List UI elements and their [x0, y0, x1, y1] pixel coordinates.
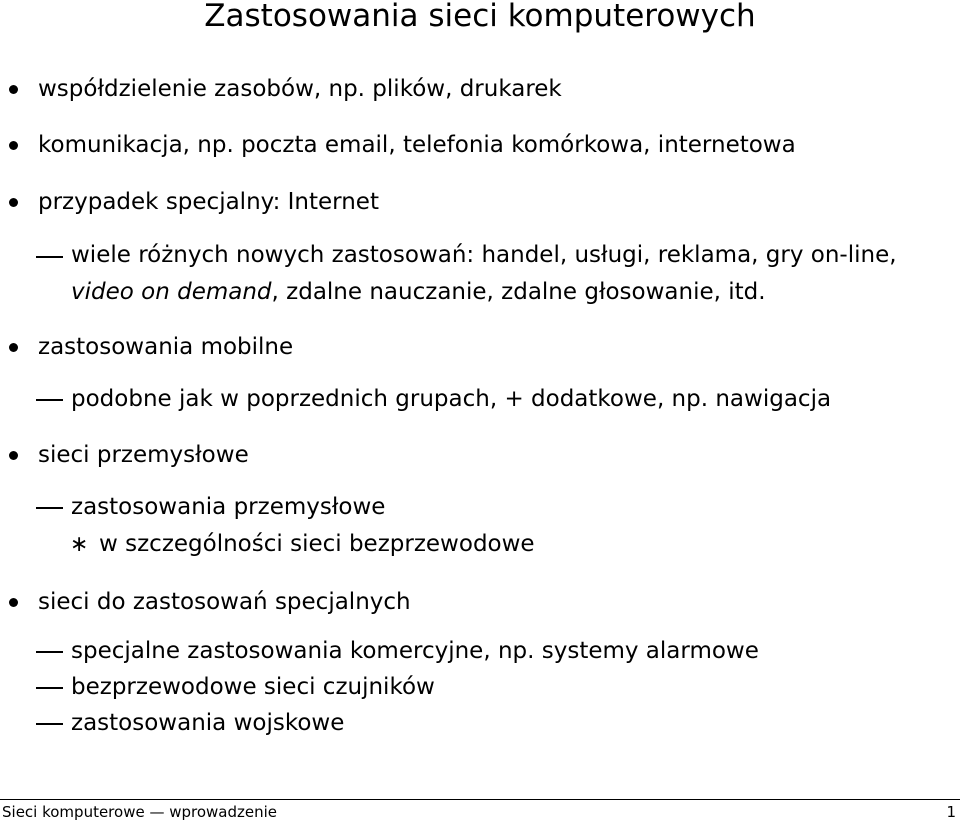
sub-item-text: zastosowania przemysłowe — [71, 494, 386, 520]
bullet-text: komunikacja, np. poczta email, telefonia komórkowa, internetowa — [38, 132, 796, 158]
bullet-dot-icon — [9, 85, 18, 94]
bullet-dot-icon — [9, 451, 18, 460]
dash-icon — [36, 507, 63, 509]
bullet-text: sieci przemysłowe — [38, 442, 249, 468]
sub-item-text-continued — [71, 278, 766, 306]
slide-title: Zastosowania sieci komputerowych — [204, 0, 756, 34]
italic-phrase: video on demand — [71, 279, 272, 305]
bullet-text: współdzielenie zasobów, np. plików, drukarek — [38, 76, 562, 102]
page-number: 1 — [946, 803, 956, 821]
dash-icon — [36, 256, 63, 258]
dash-icon — [36, 687, 63, 689]
bullet-text: zastosowania mobilne — [38, 334, 294, 360]
sub-item-text: zastosowania wojskowe — [71, 710, 345, 736]
bullet-dot-icon — [9, 343, 18, 352]
dash-icon — [36, 651, 63, 653]
sub-item-text: bezprzewodowe sieci czujników — [71, 674, 435, 700]
bullet-dot-icon — [9, 198, 18, 207]
bullet-text: przypadek specjalny: Internet — [38, 189, 379, 215]
footer-divider — [0, 799, 960, 800]
sub-item-text: wiele różnych nowych zastosowań: handel, usługi, reklama, gry on-line, — [71, 242, 897, 268]
dash-icon — [36, 723, 63, 725]
dash-icon — [36, 399, 63, 401]
bullet-dot-icon — [9, 598, 18, 607]
bullet-dot-icon — [9, 141, 18, 150]
bullet-text: sieci do zastosowań specjalnych — [38, 589, 411, 615]
sub-item-text: specjalne zastosowania komercyjne, np. systemy alarmowe — [71, 638, 759, 664]
footer-title: Sieci komputerowe — wprowadzenie — [2, 803, 278, 821]
sub-sub-item-text: w szczególności sieci bezprzewodowe — [99, 531, 535, 557]
asterisk-icon: ∗ — [70, 532, 89, 557]
sub-item-text: podobne jak w poprzednich grupach, + dodatkowe, np. nawigacja — [71, 386, 832, 412]
sub-item-rest: , zdalne nauczanie, zdalne głosowanie, itd. — [271, 279, 766, 305]
